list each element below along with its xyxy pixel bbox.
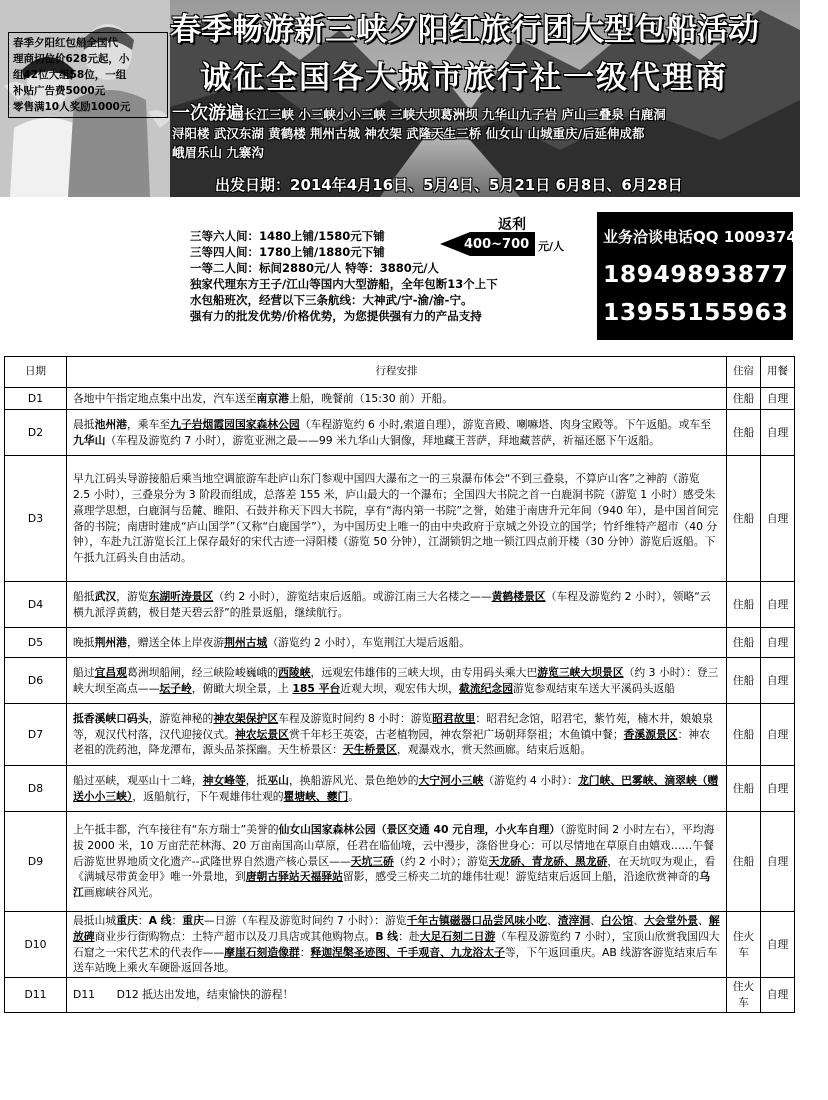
row-stay: 住船 xyxy=(727,388,761,410)
row-meal: 自理 xyxy=(761,704,795,766)
row-stay: 住火车 xyxy=(727,912,761,978)
row-description xyxy=(67,978,727,1013)
tour-line-2: 浔阳楼 武汉东湖 黄鹤楼 荆州古城 神农架 武隆天生三桥 仙女山 山城重庆/后延伸成都 xyxy=(172,126,645,141)
desc-segment: 宜昌观 xyxy=(94,665,127,679)
desc-segment: 解放碑 xyxy=(73,914,720,943)
desc-segment: D11 D12 抵达出发地，结束愉快的游程！ xyxy=(73,988,294,1002)
row-meal: 自理 xyxy=(761,766,795,812)
desc-segment: 天龙硚、青龙硚、黑龙硚 xyxy=(488,854,608,868)
tour-line-3: 峨眉乐山 九寨沟 xyxy=(172,145,264,160)
rebate-value: 400~700 xyxy=(464,237,530,252)
desc-segment: 、 xyxy=(590,914,601,927)
desc-segment: 留影，感受三桥夹二坑的雄伟壮观！游览结束后返回上船，沿途欣赏神奇的 xyxy=(342,870,700,884)
desc-segment: ，换船游风光、景色绝妙的 xyxy=(288,773,419,787)
desc-segment: 武汉 xyxy=(94,589,117,603)
phone-1: 18949893877 xyxy=(603,260,789,288)
row-description xyxy=(67,388,727,410)
desc-segment: ： xyxy=(299,945,311,959)
offer-line: 春季夕阳红包船全国代 xyxy=(13,37,118,49)
desc-segment: （约 3 小时）：登三峡大坝至高点—— xyxy=(73,665,719,695)
desc-segment: ：神农老祖的洗药池，降龙潭布，源头品茶探幽。天生桥景区： xyxy=(73,727,711,757)
desc-segment: 千年古镇磁器口品尝风味小吃 xyxy=(406,914,547,927)
row-meal: 自理 xyxy=(761,628,795,658)
rebate-badge xyxy=(440,212,590,262)
desc-segment: ，俯瞰大坝全景，上 xyxy=(191,681,293,695)
row-stay: 住船 xyxy=(727,704,761,766)
header-desc: 行程安排 xyxy=(67,357,727,388)
row-meal: 自理 xyxy=(761,978,795,1013)
desc-segment: 乌江 xyxy=(73,870,711,900)
desc-segment: 晨抵山城 xyxy=(73,914,117,927)
desc-segment: （游览约 2 小时），车览荆江大堤后返船。 xyxy=(267,635,471,649)
phone-2: 13955155963 xyxy=(603,298,789,326)
row-stay: 住船 xyxy=(727,410,761,456)
desc-segment: 荆州古城 xyxy=(224,635,268,649)
tour-highlights xyxy=(172,104,798,166)
desc-segment: 香溪源景区 xyxy=(623,727,678,741)
desc-segment: （车程及游览约 7 小时），宝顶山欣赏我国四大石窟之一宋代艺术的代表作—— xyxy=(73,929,720,959)
row-stay: 住火车 xyxy=(727,978,761,1013)
desc-segment: 神女峰等 xyxy=(202,773,246,787)
desc-segment: 游览参观结束车送大平溪码头返船 xyxy=(513,681,675,695)
row-day: D4 xyxy=(5,582,67,628)
desc-segment: 大会堂外景 xyxy=(644,914,699,927)
desc-segment: （游览时间 2 小时左右），平均海拔 2000 米，10 万亩茫茫林海、20 万亩南国高山草原，任君在临仙境，云中漫步，涤俗世身心：可以尽情地在草原自由嬉戏……午餐后游览世界地质文化遗产--武隆世界自然遗产核心景区—— xyxy=(73,823,715,868)
desc-segment: 、 xyxy=(546,914,558,927)
row-stay: 住船 xyxy=(727,658,761,704)
row-day: D9 xyxy=(5,812,67,912)
desc-segment: ，游览神秘的 xyxy=(148,711,214,725)
desc-segment: 神农坛景区 xyxy=(234,727,289,741)
desc-segment: 天坑三硚 xyxy=(350,854,394,868)
desc-segment: —日游（车程及游览时间约 7 小时）：游览 xyxy=(203,914,407,927)
row-description xyxy=(67,628,727,658)
row-meal: 自理 xyxy=(761,388,795,410)
row-description xyxy=(67,582,727,628)
desc-segment: ，抵 xyxy=(245,773,268,787)
desc-segment: （车程及游览约 2 小时），领略“云横九派浮黄鹤，极目楚天碧云舒”的胜景返船，继续航行。 xyxy=(73,589,711,619)
desc-segment: ： xyxy=(137,914,149,927)
desc-segment: 晨抵 xyxy=(73,417,95,431)
contact-box xyxy=(597,212,828,340)
desc-segment: ：赴 xyxy=(398,929,420,943)
offer-line: 补贴广告费5000元 xyxy=(13,85,106,97)
desc-segment: 早九江码头导游接船后乘当地空调旅游车赴庐山东门参观中国四大瀑布之一的三泉瀑布体会“不到三叠泉，不算庐山客”之神韵（游览 2.5 小时），三叠泉分为 3 阶段而组成，总落差 155 米，庐山最大的一个瀑布；全国四大书院之首一白鹿洞书院（游览 1 小时）感受朱熹理学思想，白鹿洞与岳麓、睢阳、石鼓并称天下四大书院，享有“海内第一书院”之誉，始建于南唐升元年间（940 年），是中国首间完备的书院；南唐时建成“庐山国学”（又称“白鹿国学”），为中国历史上唯一的由中央政府于京城之外设立的国学；竹纤维特产超市（40 分钟），车赴九江游览长江上保存最好的宋代古迹一浔阳楼（游览 50 分钟），江湖锁钥之地一锁江四点前开楼（30 分钟）游览后返船。下午抵九江码头自由活动。 xyxy=(73,472,719,565)
desc-segment: 抵香溪峡口码头 xyxy=(73,711,149,725)
row-stay: 住船 xyxy=(727,766,761,812)
desc-segment: 船抵 xyxy=(73,589,95,603)
desc-segment: 。 xyxy=(348,789,360,803)
table-row xyxy=(5,704,795,766)
price-line: 强有力的批发优势/价格优势，为您提供强有力的产品支持 xyxy=(190,309,482,323)
desc-segment: 荆州港 xyxy=(94,635,127,649)
row-stay: 住船 xyxy=(727,628,761,658)
row-stay: 住船 xyxy=(727,456,761,582)
desc-segment: 大宁河小三峡 xyxy=(418,773,484,787)
header-stay: 住宿 xyxy=(727,357,761,388)
row-description xyxy=(67,658,727,704)
row-day: D1 xyxy=(5,388,67,410)
desc-segment: 释迦涅槃圣迹图、千手观音、九龙浴太子 xyxy=(310,945,505,959)
desc-segment: 、 xyxy=(633,914,645,927)
row-day: D8 xyxy=(5,766,67,812)
desc-segment: ，返船航行，下午观雄伟壮观的 xyxy=(132,789,284,803)
table-row xyxy=(5,582,795,628)
desc-segment: ，在天坑叹为观止，看《满城尽带黄金甲》唯一外景地，到 xyxy=(73,854,716,884)
desc-segment: 近观大坝，观宏伟大坝， xyxy=(340,681,460,695)
desc-segment: 西陵峡 xyxy=(278,665,311,679)
table-row xyxy=(5,912,795,978)
header-day: 日期 xyxy=(5,357,67,388)
row-description xyxy=(67,812,727,912)
table-row xyxy=(5,658,795,704)
desc-segment: 唐朝古驿站天福驿站 xyxy=(245,870,343,884)
desc-segment: ：昭君纪念馆，昭君宅，紫竹苑，楠木井，娘娘泉等，观汉代村落，汉代迎接仪式。 xyxy=(73,711,713,741)
itinerary-body xyxy=(5,388,795,1013)
desc-segment: 龙门峡、巴雾峡、滴翠峡（赠送小小三峡） xyxy=(73,773,719,803)
desc-segment: （约 2 小时），游览结束后返船。或游江南三大名楼之—— xyxy=(213,589,492,603)
desc-segment: 上午抵丰都，汽车接往有“东方瑞士”美誉的 xyxy=(73,823,279,836)
sub-title: 诚征全国各大城市旅行社一级代理商 xyxy=(200,60,728,96)
row-description xyxy=(67,410,727,456)
desc-segment: 等，下午返回重庆。AB 线游客游览结束后车送车站晚上乘火车硬卧返回各地。 xyxy=(73,945,718,975)
desc-segment: 白公馆 xyxy=(600,914,634,927)
row-day: D2 xyxy=(5,410,67,456)
row-day: D11 xyxy=(5,978,67,1013)
row-day: D6 xyxy=(5,658,67,704)
desc-segment: （车程游览约 6 小时,索道自理），游览音殿、喇嘛塔、肉身宝殿等。下午返船。或车至 xyxy=(299,417,711,431)
desc-segment: 黄鹤楼景区 xyxy=(491,589,546,603)
desc-segment: 九子岩烟霞园国家森林公园 xyxy=(170,417,300,431)
desc-segment: 、 xyxy=(698,914,709,927)
desc-segment: ，赠送全体上岸夜游 xyxy=(126,635,225,649)
desc-segment: A 线 xyxy=(148,914,172,927)
agent-offer-box xyxy=(8,32,168,118)
desc-segment: 摩崖石刻造像群 xyxy=(224,945,300,959)
row-description xyxy=(67,704,727,766)
row-description xyxy=(67,766,727,812)
desc-segment: 上船，晚餐前（15:30 前）开船。 xyxy=(288,391,454,405)
header-meal: 用餐 xyxy=(761,357,795,388)
desc-segment: 南京港 xyxy=(256,391,289,405)
price-line: 一等二人间：标间2880元/人 特等：3880元/人 xyxy=(190,261,439,275)
row-description xyxy=(67,912,727,978)
desc-segment: 巫山 xyxy=(267,773,289,787)
departure-dates: 出发日期：2014年4月16日、5月4日、5月21日 6月8日、6月28日 xyxy=(215,176,683,194)
desc-segment: 天生桥景区 xyxy=(342,743,397,757)
table-row xyxy=(5,978,795,1013)
desc-segment: 赏千年杉王英姿，古老植物园，神农祭祀广场朝拜祭祖；木鱼镇中餐； xyxy=(288,727,624,741)
desc-segment: ： xyxy=(171,914,183,927)
desc-segment: 船过巫峡，观巫山十二峰， xyxy=(73,773,203,787)
desc-segment: 车程及游览时间约 8 小时：游览 xyxy=(278,711,433,725)
row-stay: 住船 xyxy=(727,582,761,628)
row-stay: 住船 xyxy=(727,812,761,912)
desc-segment: 仙女山国家森林公园（景区交通 40 元自理，小火车自理） xyxy=(278,823,561,836)
qq-contact: 业务洽谈电话QQ 1009374600 xyxy=(603,228,828,246)
offer-line: 零售满10人奖励1000元 xyxy=(13,101,131,113)
desc-segment: 商业步行街购物点：土特产超市以及刀具店或其他购物点。 xyxy=(94,929,376,943)
row-day: D3 xyxy=(5,456,67,582)
row-day: D7 xyxy=(5,704,67,766)
offer-line: 理商切位价628元起，小 xyxy=(13,53,130,65)
desc-segment: 截流纪念园 xyxy=(459,681,514,695)
desc-segment: ，远观宏伟雄伟的三峡大坝，由专用码头乘大巴 xyxy=(310,665,538,679)
tour-line-1 xyxy=(172,104,798,124)
price-line: 水包船班次，经营以下三条航线：大神武/宁-渝/渝-宁。 xyxy=(190,293,473,307)
desc-segment: ，游览 xyxy=(116,589,149,603)
price-line: 独家代理东方王子/江山等国内大型游船，全年包断13个上下 xyxy=(190,277,498,291)
table-row xyxy=(5,388,795,410)
desc-segment: 重庆 xyxy=(116,914,138,927)
table-row xyxy=(5,456,795,582)
desc-segment: 九华山 xyxy=(73,433,106,447)
desc-segment: 游览三峡大坝景区 xyxy=(537,665,624,679)
row-day: D5 xyxy=(5,628,67,658)
desc-segment: ，观瀑戏水，赏天然画廊。结束后返船。 xyxy=(396,743,592,757)
desc-segment: 重庆 xyxy=(182,914,204,927)
row-meal: 自理 xyxy=(761,410,795,456)
desc-segment: 葛洲坝船闸，经三峡险峻巍峨的 xyxy=(126,665,279,679)
desc-segment: B 线 xyxy=(375,929,399,943)
table-row xyxy=(5,812,795,912)
offer-line: 组42位大组58位，一组 xyxy=(13,69,127,81)
table-row xyxy=(5,766,795,812)
tour-head: 一次游遍 xyxy=(172,103,244,124)
table-header-row xyxy=(5,357,795,388)
desc-segment: 画廊峡谷风光。 xyxy=(83,886,160,900)
desc-segment: 坛子岭 xyxy=(159,681,192,695)
tour-line-1-text: 长江三峡 小三峡小小三峡 三峡大坝葛洲坝 九华山九子岩 庐山三叠泉 白鹿洞 xyxy=(244,107,666,122)
desc-segment: （约 2 小时）；游览 xyxy=(393,854,489,868)
desc-segment: 大足石刻二日游 xyxy=(419,929,496,943)
row-meal: 自理 xyxy=(761,912,795,978)
row-meal: 自理 xyxy=(761,456,795,582)
desc-segment: 昭君故里 xyxy=(432,711,476,725)
row-description xyxy=(67,456,727,582)
desc-segment: 神农架保护区 xyxy=(213,711,279,725)
itinerary-table xyxy=(4,356,795,1013)
desc-segment: 瞿塘峡、夔门 xyxy=(283,789,349,803)
desc-segment: 185 平台 xyxy=(292,681,341,695)
row-meal: 自理 xyxy=(761,658,795,704)
table-row xyxy=(5,628,795,658)
main-title: 春季畅游新三峡夕阳红旅行团大型包船活动 xyxy=(170,12,759,48)
desc-segment: 渣滓洞 xyxy=(557,914,591,927)
desc-segment: （车程及游览约 7 小时），游览亚洲之最——99 米九华山大铜像，拜地藏王菩萨，拜地藏菩萨，祈福还愿下午返船。 xyxy=(105,433,660,447)
desc-segment: （游览约 4 小时）： xyxy=(483,773,578,787)
desc-segment: 晚抵 xyxy=(73,635,95,649)
row-meal: 自理 xyxy=(761,812,795,912)
price-line: 三等六人间：1480上铺/1580元下铺 xyxy=(190,229,385,243)
row-meal: 自理 xyxy=(761,582,795,628)
desc-segment: 东湖听涛景区 xyxy=(148,589,214,603)
row-day: D10 xyxy=(5,912,67,978)
desc-segment: ，乘车至 xyxy=(126,417,171,431)
desc-segment: 各地中午指定地点集中出发，汽车送至 xyxy=(73,391,257,405)
table-row xyxy=(5,410,795,456)
rebate-unit: 元/人 xyxy=(538,240,565,253)
rebate-label: 返利 xyxy=(498,217,526,233)
desc-segment: 池州港 xyxy=(94,417,127,431)
price-line: 三等四人间：1780上铺/1880元下铺 xyxy=(190,245,385,259)
desc-segment: 船过 xyxy=(73,665,95,679)
